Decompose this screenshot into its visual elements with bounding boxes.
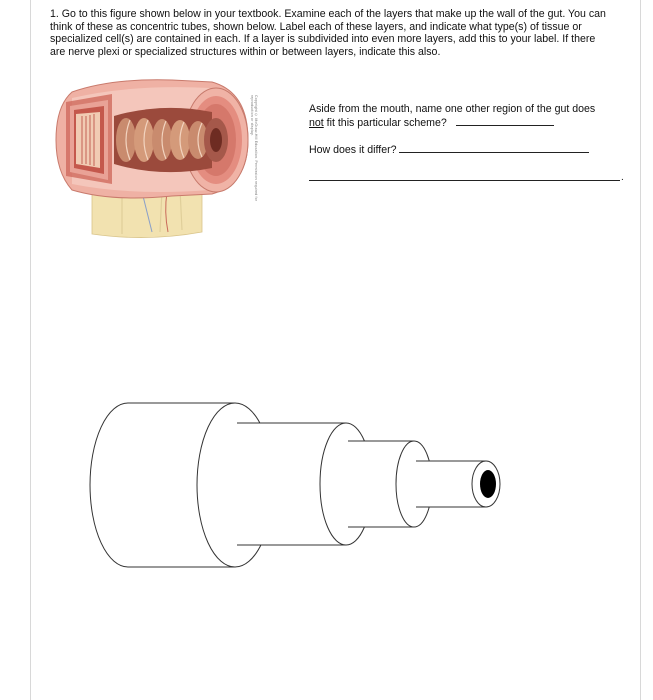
instructions-text: 1. Go to this figure shown below in your textbook. Examine each of the layers that make up the wall of the gut. You can think of these as concentric tubes, shown below. Label each of these layers, and indicate what type(s) of tissue or specialized cell(s) are contained in each. If a layer is subdivided into even more layers, add this to your label. If there are nerve plexi or specialized structures within or between layers, indicate this also. — [50, 8, 606, 58]
question-other-region — [309, 103, 609, 129]
answer-line-end: . — [621, 172, 624, 183]
page-right-edge — [640, 0, 641, 700]
question1-not: not — [309, 116, 324, 129]
gut-wall-figure — [52, 72, 252, 240]
tube-lumen — [480, 470, 496, 498]
question1-after: fit this particular scheme? — [323, 116, 447, 129]
answer-line[interactable] — [309, 180, 620, 181]
answer-blank-differ[interactable] — [399, 143, 589, 153]
concentric-tubes-diagram — [85, 395, 530, 575]
question1-before: Aside from the mouth, name one other region of the gut does — [309, 103, 596, 115]
page-left-edge — [30, 0, 31, 700]
question2-text: How does it differ? — [309, 144, 397, 156]
question-how-differ — [309, 143, 589, 157]
figure-copyright: Copyright © McGraw-Hill Education. Permission required for reproduction or display. — [250, 95, 258, 202]
answer-blank-region[interactable] — [456, 116, 554, 126]
